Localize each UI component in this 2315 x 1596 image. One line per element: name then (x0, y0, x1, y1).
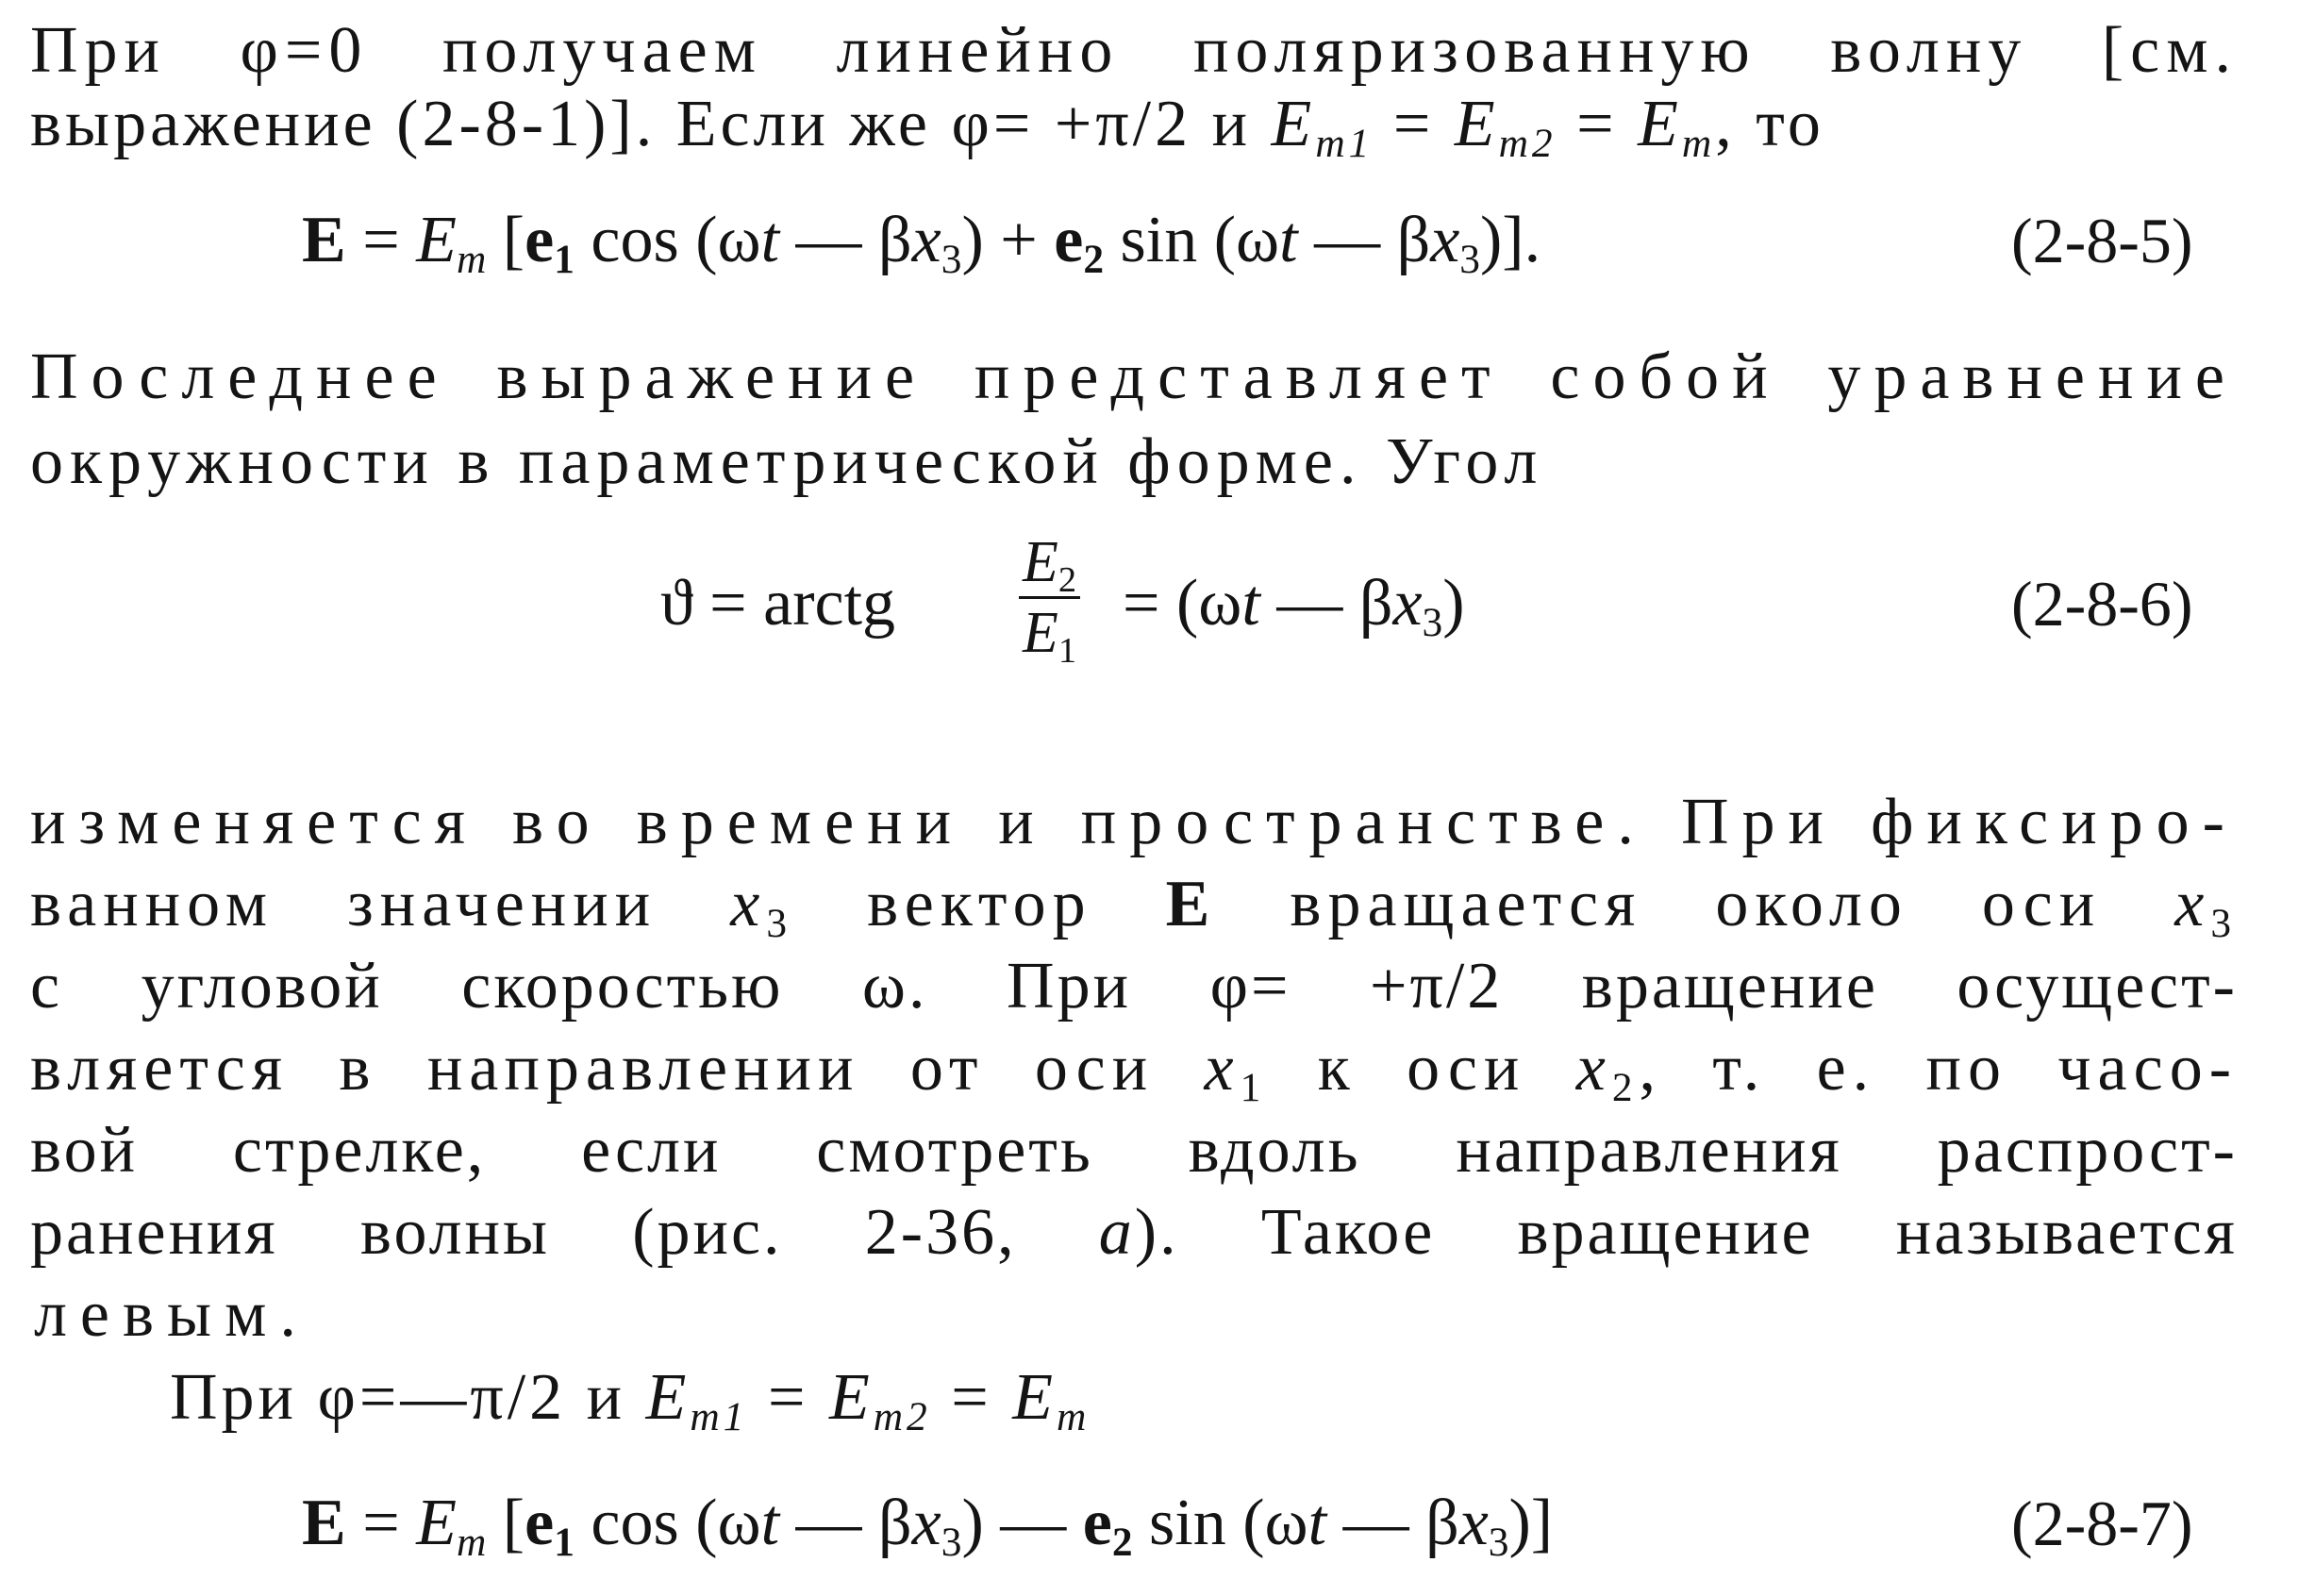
para3-line5: вой стрелке, если смотреть вдоль направления распрост- (30, 1114, 2238, 1187)
para3-line4: вляется в направлении от оси $x_1$ к оси $x_2$, т. е. по часо- (30, 1032, 2239, 1111)
equation-2-8-5: $E = E_m$ [$e_1$ cos (ωt — $\beta x_3) + e_2$ sin (ωt — $\beta x_3$)]. (302, 204, 1541, 283)
para3-line1: изменяется во времени и пространстве. При фиксиро- (30, 786, 2238, 858)
para4-line1: При φ=—π/2 и $E_{m1} = E_{m2} = E_m$ (170, 1361, 1091, 1440)
equation-2-8-6-lhs: ϑ = arctg (660, 567, 896, 640)
equation-2-8-7: $E = E_m$ [$e_1$ cos (ωt — $\beta x_3$) — $e_2$ sin (ωt — $\beta x_3$)] (302, 1487, 1554, 1566)
para2-line1: Последнее выражение представляет собой уравнение (30, 341, 2238, 413)
para2-line2: окружности в параметрической форме. Угол (30, 425, 1544, 498)
equation-number-2-8-7: (2-8-7) (2011, 1488, 2193, 1559)
equation-number-2-8-5: (2-8-5) (2011, 205, 2193, 276)
para3-line7: левым. (34, 1278, 309, 1351)
para3-line3: с угловой скоростью ω. При φ= +π/2 вращение осущест- (30, 950, 2238, 1022)
para3-line2: ванном значении $x_3$ вектор E вращается около оси $x_3$ (30, 868, 2239, 947)
equation-2-8-6-rhs: = (ωt — $\beta x_3$) (1123, 567, 1465, 646)
equation-number-2-8-6: (2-8-6) (2011, 568, 2193, 640)
fraction-e2-over-e1: $\frac{E_2}{E_1}$ (1019, 528, 1080, 667)
para1-line1: При φ=0 получаем линейно поляризованную волну [см. (30, 14, 2238, 87)
para1-line2: выражение (2-8-1)]. Если же φ= +π/2 и $E_{m1} = E_{m2} = E_m$, то (30, 88, 1824, 167)
para3-line6: ранения волны (рис. 2-36, a). Такое вращение называется (30, 1196, 2238, 1269)
